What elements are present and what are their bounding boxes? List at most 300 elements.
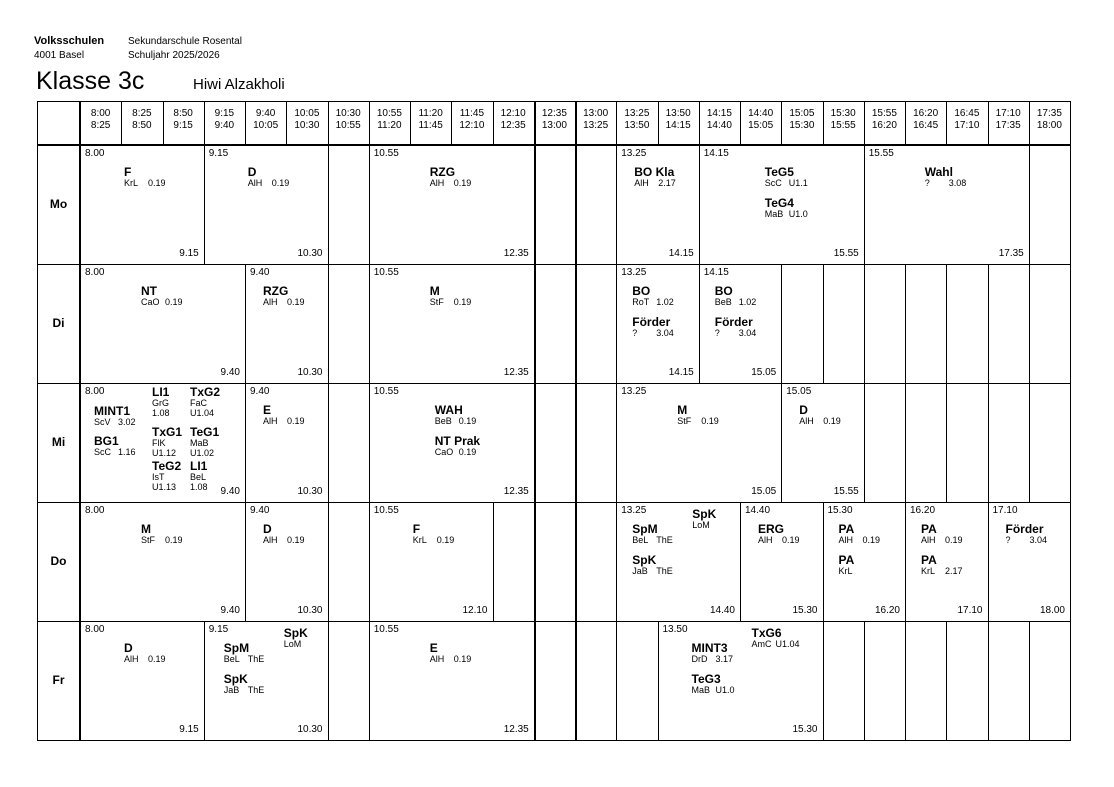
- lesson-end-time: 15.30: [792, 724, 818, 735]
- slot-end: 17:10: [954, 120, 980, 131]
- lesson-subject[interactable]: NT Prak: [434, 434, 481, 448]
- slot-end: 17:35: [995, 120, 1021, 131]
- lesson-subject[interactable]: Förder: [1005, 522, 1044, 536]
- lesson-block-border: [80, 145, 81, 264]
- lesson-room: 0.19: [165, 297, 183, 307]
- time-slot-header: [905, 101, 946, 145]
- slot-start: 12:35: [541, 108, 567, 119]
- grid-line: [534, 502, 536, 621]
- time-slot-header: [781, 101, 822, 145]
- lesson-block-border: [534, 621, 535, 740]
- lesson-block-border: [988, 502, 989, 621]
- lesson-block-border: [905, 502, 906, 621]
- lesson-room: 3.04: [738, 328, 757, 338]
- slot-start: 15:30: [830, 108, 856, 119]
- grid-line: [988, 264, 989, 383]
- lesson-end-time: 14.15: [668, 367, 694, 378]
- lesson-subject[interactable]: F: [124, 165, 132, 179]
- lesson-start-time: 9.40: [250, 386, 270, 397]
- lesson-room: U1.13: [152, 482, 177, 492]
- lesson-block-border: [534, 145, 535, 264]
- lesson-end-time: 9.40: [220, 605, 240, 616]
- lesson-block-border: [328, 621, 329, 740]
- school-label: Volksschulen: [34, 35, 105, 47]
- lesson-block-border: [534, 264, 535, 383]
- lesson-block-border: [245, 264, 246, 383]
- lesson-teacher: KrL: [921, 566, 936, 576]
- lesson-subject[interactable]: D: [124, 641, 133, 655]
- lesson-block-border: [80, 621, 81, 740]
- lesson-room: 0.19: [458, 416, 477, 426]
- lesson-start-time: 8.00: [85, 505, 105, 516]
- lesson-block-border: [328, 502, 329, 621]
- lesson-start-time: 9.40: [250, 267, 270, 278]
- lesson-subject[interactable]: LI1: [190, 459, 208, 473]
- slot-start: 9:15: [214, 108, 235, 119]
- grid-line: [905, 383, 906, 502]
- time-slot-header: [658, 101, 699, 145]
- time-slot-header: [946, 101, 987, 145]
- lesson-teacher: CaO: [141, 297, 160, 307]
- lesson-room: U1.0: [715, 685, 735, 695]
- lesson-subject[interactable]: MINT3: [691, 641, 728, 655]
- time-slot-header: [575, 101, 616, 145]
- lesson-subject[interactable]: LI1: [152, 385, 170, 399]
- lesson-block-border: [80, 383, 81, 502]
- lesson-teacher: DrD: [691, 654, 708, 664]
- grid-line: [905, 621, 906, 740]
- lesson-teacher: BeB: [434, 416, 452, 426]
- slot-start: 10:30: [335, 108, 361, 119]
- lesson-end-time: 18.00: [1039, 605, 1065, 616]
- lesson-teacher: LoM: [692, 520, 710, 530]
- lesson-start-time: 10.55: [373, 267, 399, 278]
- lesson-subject[interactable]: F: [412, 522, 421, 536]
- lesson-end-time: 10.30: [297, 724, 323, 735]
- lesson-room: 0.19: [782, 535, 800, 545]
- slot-start: 17:10: [995, 108, 1021, 119]
- lesson-room: 1.02: [656, 297, 674, 307]
- lesson-block-border: [80, 502, 81, 621]
- lesson-subject[interactable]: D: [263, 522, 272, 536]
- lesson-start-time: 13.25: [621, 148, 647, 159]
- lesson-end-time: 10.30: [297, 367, 323, 378]
- lesson-end-time: 10.30: [297, 605, 323, 616]
- lesson-block-border: [204, 621, 205, 740]
- lesson-block-border: [823, 621, 824, 740]
- slot-end: 15:05: [748, 120, 774, 131]
- lesson-teacher: BeL: [190, 472, 207, 482]
- lesson-teacher: StF: [141, 535, 156, 545]
- slot-end: 12:35: [500, 120, 526, 131]
- lesson-subject[interactable]: BO: [632, 284, 651, 298]
- lesson-teacher: KrL: [124, 178, 139, 188]
- lesson-end-time: 12.10: [462, 605, 488, 616]
- lesson-start-time: 13.25: [621, 267, 647, 278]
- lesson-end-time: 15.30: [792, 605, 818, 616]
- lesson-block-border: [245, 383, 246, 502]
- lesson-block-border: [616, 264, 617, 383]
- lesson-teacher: ScV: [94, 417, 111, 427]
- lesson-teacher: ?: [632, 328, 638, 338]
- lesson-teacher: MaB: [190, 438, 209, 448]
- lesson-room: 0.19: [271, 178, 290, 188]
- lesson-teacher: AmC: [751, 639, 772, 649]
- lesson-room: 0.19: [148, 178, 166, 188]
- lesson-block-border: [864, 383, 865, 502]
- time-slot-header: [410, 101, 451, 145]
- time-slot-header: [451, 101, 492, 145]
- lesson-subject[interactable]: TeG3: [691, 672, 721, 686]
- lesson-block-border: [1070, 502, 1071, 621]
- lesson-start-time: 14.15: [703, 267, 729, 278]
- lesson-subject[interactable]: E: [263, 403, 272, 417]
- lesson-subject[interactable]: TxG1: [152, 425, 183, 439]
- lesson-room: 3.08: [948, 178, 967, 188]
- time-slot-header: [286, 101, 327, 145]
- lesson-block-border: [80, 264, 81, 383]
- time-slot-header: [163, 101, 204, 145]
- lesson-block-border: [781, 383, 782, 502]
- lesson-end-time: 12.35: [503, 367, 529, 378]
- lesson-subject[interactable]: MINT1: [94, 404, 130, 418]
- lesson-block-border: [328, 145, 329, 264]
- lesson-start-time: 10.55: [373, 148, 399, 159]
- grid-line: [575, 264, 577, 383]
- slot-end: 10:55: [335, 120, 361, 131]
- slot-end: 10:05: [253, 120, 279, 131]
- lesson-room: 3.04: [1029, 535, 1048, 545]
- lesson-room: 0.19: [701, 416, 719, 426]
- person-name: Hiwi Alzakholi: [193, 76, 285, 93]
- slot-start: 16:20: [913, 108, 939, 119]
- slot-end: 15:55: [830, 120, 856, 131]
- slot-end: 8:50: [132, 120, 152, 131]
- grid-line: [37, 502, 1071, 503]
- lesson-subject[interactable]: TxG6: [751, 626, 782, 640]
- lesson-start-time: 10.55: [373, 505, 399, 516]
- lesson-room: 3.04: [656, 328, 674, 338]
- grid-line: [37, 740, 1071, 741]
- grid-line: [1070, 101, 1071, 740]
- lesson-teacher: AlH: [921, 535, 936, 545]
- lesson-start-time: 8.00: [85, 624, 105, 635]
- lesson-room: ThE: [656, 535, 673, 545]
- lesson-block-border: [740, 502, 741, 621]
- lesson-block-border: [369, 145, 370, 264]
- lesson-block-border: [823, 502, 824, 621]
- time-slot-header: [121, 101, 162, 145]
- lesson-block-border: [616, 502, 617, 621]
- lesson-teacher: AlH: [263, 535, 278, 545]
- time-slot-header: [204, 101, 245, 145]
- grid-line: [575, 145, 577, 264]
- grid-line: [823, 264, 824, 383]
- lesson-subject[interactable]: TeG4: [764, 196, 794, 210]
- lesson-end-time: 16.20: [874, 605, 900, 616]
- slot-start: 9:40: [255, 108, 276, 119]
- lesson-block-border: [493, 502, 494, 621]
- slot-end: 10:30: [294, 120, 320, 131]
- lesson-room: 0.19: [945, 535, 963, 545]
- lesson-end-time: 15.55: [833, 486, 859, 497]
- time-slot-header: [988, 101, 1029, 145]
- lesson-start-time: 15.05: [786, 386, 812, 397]
- lesson-subject[interactable]: SpK: [223, 672, 248, 686]
- lesson-subject[interactable]: SpK: [283, 626, 308, 640]
- lesson-subject[interactable]: D: [799, 403, 808, 417]
- slot-end: 13:25: [583, 120, 609, 131]
- lesson-teacher: AlH: [124, 654, 139, 664]
- grid-line: [988, 621, 989, 740]
- lesson-subject[interactable]: SpK: [692, 507, 717, 521]
- grid-line: [1029, 383, 1030, 502]
- lesson-end-time: 15.55: [833, 248, 859, 259]
- lesson-end-time: 14.40: [709, 605, 735, 616]
- lesson-room: ThE: [247, 685, 265, 695]
- lesson-end-time: 12.35: [503, 248, 529, 259]
- lesson-subject[interactable]: BO: [714, 284, 733, 298]
- lesson-subject[interactable]: D: [247, 165, 257, 179]
- lesson-room: 3.17: [715, 654, 734, 664]
- lesson-teacher: AlH: [838, 535, 854, 545]
- time-slot-header: [369, 101, 410, 145]
- slot-end: 16:20: [871, 120, 897, 131]
- lesson-teacher: BeL: [632, 535, 649, 545]
- lesson-subject[interactable]: M: [429, 284, 440, 298]
- lesson-teacher: ?: [1005, 535, 1011, 545]
- slot-start: 16:45: [954, 108, 980, 119]
- lesson-teacher: StF: [429, 297, 444, 307]
- lesson-end-time: 15.05: [751, 486, 777, 497]
- grid-line: [946, 264, 947, 383]
- slot-start: 17:35: [1036, 108, 1062, 119]
- lesson-end-time: 9.40: [220, 367, 240, 378]
- lesson-teacher: GrG: [152, 398, 169, 408]
- lesson-room: 3.02: [118, 417, 136, 427]
- lesson-subject[interactable]: SpM: [223, 641, 250, 655]
- lesson-teacher: AlH: [263, 297, 278, 307]
- lesson-end-time: 9.15: [179, 724, 199, 735]
- lesson-subject[interactable]: M: [141, 522, 151, 536]
- lesson-room: 0.19: [458, 447, 477, 457]
- time-slot-header: [328, 101, 369, 145]
- lesson-block-border: [699, 264, 700, 383]
- lesson-teacher: LoM: [283, 639, 302, 649]
- slot-start: 14:15: [706, 108, 732, 119]
- school-year-label: Schuljahr 2025/2026: [128, 50, 220, 61]
- lesson-teacher: FaC: [190, 398, 208, 408]
- slot-start: 13:00: [583, 108, 609, 119]
- grid-line: [1029, 264, 1030, 383]
- grid-line: [616, 621, 617, 740]
- lesson-subject[interactable]: PA: [838, 522, 855, 536]
- grid-line: [864, 264, 865, 383]
- lesson-subject[interactable]: Wahl: [924, 165, 953, 179]
- lesson-teacher: MaB: [764, 209, 784, 219]
- lesson-subject[interactable]: SpM: [632, 522, 658, 536]
- lesson-subject[interactable]: BG1: [94, 434, 119, 448]
- lesson-end-time: 17.10: [957, 605, 983, 616]
- time-slot-header: [864, 101, 905, 145]
- lesson-subject[interactable]: PA: [921, 522, 937, 536]
- slot-end: 9:40: [214, 120, 235, 131]
- day-label: Fr: [52, 673, 65, 687]
- lesson-room: 2.17: [945, 566, 963, 576]
- grid-line: [575, 383, 577, 502]
- time-slot-header: [740, 101, 781, 145]
- lesson-subject[interactable]: RZG: [429, 165, 456, 179]
- lesson-teacher: AlH: [634, 178, 649, 188]
- lesson-teacher: KrL: [412, 535, 427, 545]
- lesson-room: 0.19: [165, 535, 183, 545]
- slot-end: 18:00: [1036, 120, 1062, 131]
- time-slot-header: [493, 101, 534, 145]
- lesson-room: 0.19: [287, 416, 305, 426]
- lesson-teacher: ?: [714, 328, 720, 338]
- slot-start: 15:55: [871, 108, 897, 119]
- lesson-block-border: [328, 383, 329, 502]
- grid-line: [988, 383, 989, 502]
- lesson-start-time: 9.15: [208, 148, 229, 159]
- lesson-end-time: 14.15: [668, 248, 694, 259]
- lesson-subject[interactable]: TeG5: [764, 165, 794, 179]
- lesson-end-time: 15.05: [751, 367, 777, 378]
- lesson-subject[interactable]: Förder: [714, 315, 753, 329]
- lesson-start-time: 8.00: [85, 148, 105, 159]
- slot-end: 16:45: [913, 120, 939, 131]
- lesson-end-time: 9.15: [179, 248, 199, 259]
- slot-start: 14:40: [748, 108, 774, 119]
- lesson-block-border: [781, 264, 782, 383]
- grid-line: [946, 621, 947, 740]
- lesson-start-time: 9.40: [250, 505, 270, 516]
- lesson-block-border: [658, 621, 659, 740]
- lesson-end-time: 9.40: [220, 486, 240, 497]
- lesson-room: U1.04: [190, 408, 215, 418]
- time-slot-header: [1029, 101, 1070, 145]
- lesson-room: U1.12: [152, 448, 177, 458]
- slot-end: 8:25: [90, 120, 111, 131]
- lesson-room: U1.0: [788, 209, 808, 219]
- address-label: 4001 Basel: [34, 50, 85, 61]
- slot-start: 13:50: [665, 108, 691, 119]
- lesson-teacher: ?: [924, 178, 930, 188]
- slot-end: 14:15: [665, 120, 691, 131]
- lesson-start-time: 13.25: [621, 505, 647, 516]
- lesson-start-time: 10.55: [373, 624, 399, 635]
- grid-line: [575, 621, 577, 740]
- slot-start: 10:55: [376, 108, 402, 119]
- lesson-teacher: AlH: [429, 178, 445, 188]
- lesson-room: 0.19: [453, 654, 472, 664]
- lesson-teacher: AlH: [799, 416, 814, 426]
- time-slot-header: [534, 101, 575, 145]
- lesson-teacher: AlH: [758, 535, 773, 545]
- lesson-subject[interactable]: WAH: [434, 403, 463, 417]
- grid-line: [1029, 621, 1030, 740]
- lesson-block-border: [369, 621, 370, 740]
- slot-end: 14:40: [706, 120, 732, 131]
- time-slot-header: [80, 101, 121, 145]
- lesson-room: 1.16: [118, 447, 136, 457]
- lesson-start-time: 8.00: [85, 267, 105, 278]
- lesson-start-time: 15.30: [827, 505, 853, 516]
- lesson-subject[interactable]: BO Kla: [634, 165, 675, 179]
- lesson-room: U1.04: [775, 639, 800, 649]
- lesson-teacher: BeB: [714, 297, 732, 307]
- slot-end: 13:00: [541, 120, 567, 131]
- lesson-subject[interactable]: M: [677, 403, 688, 417]
- grid-line: [946, 383, 947, 502]
- slot-start: 11:45: [459, 108, 485, 119]
- slot-start: 8:00: [90, 108, 111, 119]
- slot-end: 12:10: [459, 120, 485, 131]
- lesson-end-time: 10.30: [297, 486, 323, 497]
- lesson-teacher: AlH: [263, 416, 278, 426]
- lesson-room: 2.17: [658, 178, 676, 188]
- time-slot-header: [616, 101, 657, 145]
- lesson-room: ThE: [656, 566, 673, 576]
- timetable-grid: [37, 101, 1071, 740]
- slot-start: 13:25: [624, 108, 650, 119]
- grid-line: [575, 502, 577, 621]
- time-slot-header: [823, 101, 864, 145]
- lesson-subject[interactable]: ERG: [758, 522, 785, 536]
- lesson-room: 0.19: [148, 654, 166, 664]
- lesson-subject[interactable]: PA: [921, 553, 937, 567]
- slot-start: 8:50: [173, 108, 193, 119]
- grid-line: [905, 264, 906, 383]
- lesson-teacher: ScC: [94, 447, 112, 457]
- class-title: Klasse 3c: [36, 67, 145, 95]
- school-name-label: Sekundarschule Rosental: [128, 36, 242, 47]
- lesson-subject[interactable]: PA: [838, 553, 855, 567]
- lesson-teacher: StF: [677, 416, 692, 426]
- slot-end: 11:20: [377, 120, 402, 131]
- lesson-block-border: [1029, 145, 1030, 264]
- lesson-subject[interactable]: SpK: [632, 553, 657, 567]
- lesson-room: U1.02: [190, 448, 215, 458]
- lesson-subject[interactable]: TeG1: [190, 425, 220, 439]
- lesson-block-border: [616, 383, 617, 502]
- lesson-block-border: [369, 502, 370, 621]
- lesson-subject[interactable]: RZG: [263, 284, 289, 298]
- grid-line: [37, 264, 1071, 265]
- lesson-subject[interactable]: NT: [141, 284, 157, 298]
- lesson-subject[interactable]: Förder: [632, 315, 671, 329]
- lesson-block-border: [864, 145, 865, 264]
- lesson-start-time: 13.50: [662, 624, 688, 635]
- lesson-subject[interactable]: TxG2: [190, 385, 221, 399]
- lesson-block-border: [369, 383, 370, 502]
- slot-start: 8:25: [132, 108, 152, 119]
- lesson-start-time: 17.10: [992, 505, 1018, 516]
- lesson-subject[interactable]: TeG2: [152, 459, 182, 473]
- lesson-block-border: [204, 145, 205, 264]
- slot-end: 13:50: [624, 120, 650, 131]
- lesson-room: 0.19: [287, 535, 305, 545]
- slot-start: 10:05: [294, 108, 320, 119]
- lesson-teacher: MaB: [691, 685, 711, 695]
- lesson-subject[interactable]: E: [429, 641, 438, 655]
- time-slot-header: [699, 101, 740, 145]
- lesson-teacher: AlH: [429, 654, 445, 664]
- lesson-room: 0.19: [453, 297, 472, 307]
- lesson-room: 0.19: [436, 535, 455, 545]
- lesson-end-time: 17.35: [998, 248, 1024, 259]
- lesson-room: U1.1: [788, 178, 808, 188]
